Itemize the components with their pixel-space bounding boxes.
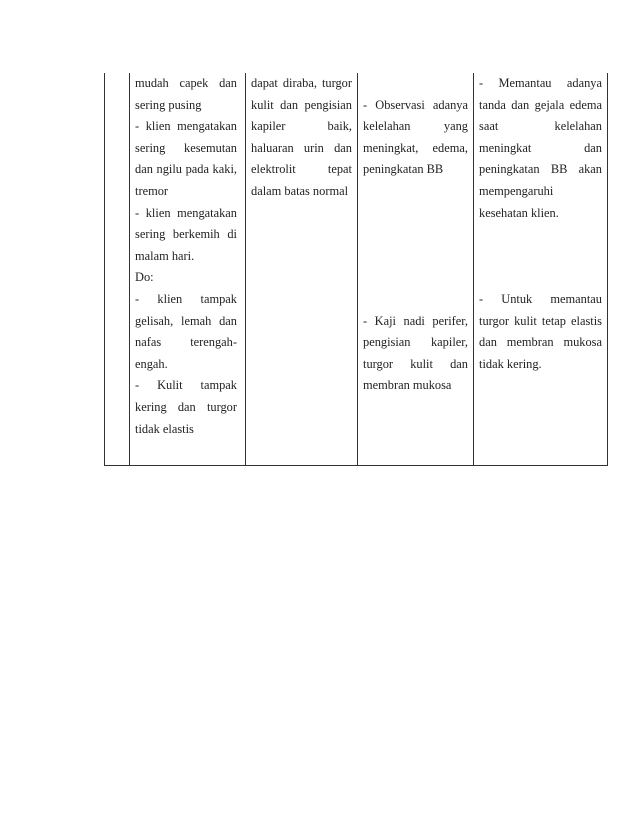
text-line: kesehatan klien. — [479, 205, 559, 220]
text-line: membran mukosa — [363, 378, 452, 393]
text-line: peningkatan BB — [363, 162, 444, 177]
text-line: tanda dan gejala edema — [479, 97, 602, 112]
text-line: nafas terengah- — [135, 335, 237, 350]
text-line: - Kaji nadi perifer, — [363, 313, 468, 328]
cell-rationale — [479, 73, 602, 375]
text-line: - Untuk memantau — [479, 291, 602, 306]
text-line: sering kesemutan — [135, 140, 237, 155]
text-line: pengisian kapiler, — [363, 335, 468, 350]
text-line: gelisah, lemah dan — [135, 313, 237, 328]
table-border-bottom — [104, 465, 608, 466]
text-line: turgor kulit dan — [363, 356, 468, 371]
text-line: haluaran urin dan — [251, 140, 352, 155]
text-line: sering pusing — [135, 97, 202, 112]
text-line: mempengaruhi — [479, 183, 554, 198]
text-line: mudah capek dan — [135, 76, 237, 90]
text-line: - Observasi adanya — [363, 97, 468, 112]
text-line: - klien mengatakan — [135, 119, 237, 134]
text-line: tidak kering. — [479, 356, 542, 371]
text-line: kelelahan yang — [363, 119, 468, 134]
table-border-col3 — [473, 73, 474, 466]
text-line: saat kelelahan — [479, 119, 602, 134]
text-line: tidak elastis — [135, 421, 194, 436]
text-line: turgor kulit tetap elastis — [479, 313, 602, 328]
text-line: - klien mengatakan — [135, 205, 237, 220]
text-line: - klien tampak — [135, 291, 237, 306]
text-line: - Kulit tampak — [135, 378, 237, 393]
text-line: kapiler baik, — [251, 119, 352, 134]
text-line: tremor — [135, 183, 169, 198]
table-border-left — [104, 73, 105, 466]
text-line: peningkatan BB akan — [479, 162, 602, 177]
text-line: malam hari. — [135, 248, 195, 263]
text-line: meningkat dan — [479, 140, 602, 155]
text-line: dan membran mukosa — [479, 335, 602, 350]
text-line: kering dan turgor — [135, 399, 237, 414]
table-border-right — [607, 73, 608, 466]
table-border-col2 — [357, 73, 358, 466]
cell-assessment — [135, 73, 237, 440]
text-line: engah. — [135, 356, 168, 371]
do-label: Do: — [135, 270, 154, 285]
text-line: dalam batas normal — [251, 183, 349, 198]
text-line: elektrolit tepat — [251, 162, 352, 177]
table-border-col1 — [245, 73, 246, 466]
text-line: kulit dan pengisian — [251, 97, 352, 112]
cell-goal — [251, 73, 352, 203]
text-line: dapat diraba, turgor — [251, 76, 352, 90]
text-line: meningkat, edema, — [363, 140, 468, 155]
cell-intervention — [363, 95, 468, 397]
nursing-care-table — [104, 73, 608, 466]
table-border-col0 — [129, 73, 130, 466]
text-line: - Memantau adanya — [479, 76, 602, 90]
text-line: dan ngilu pada kaki, — [135, 162, 237, 177]
text-line: sering berkemih di — [135, 227, 237, 242]
